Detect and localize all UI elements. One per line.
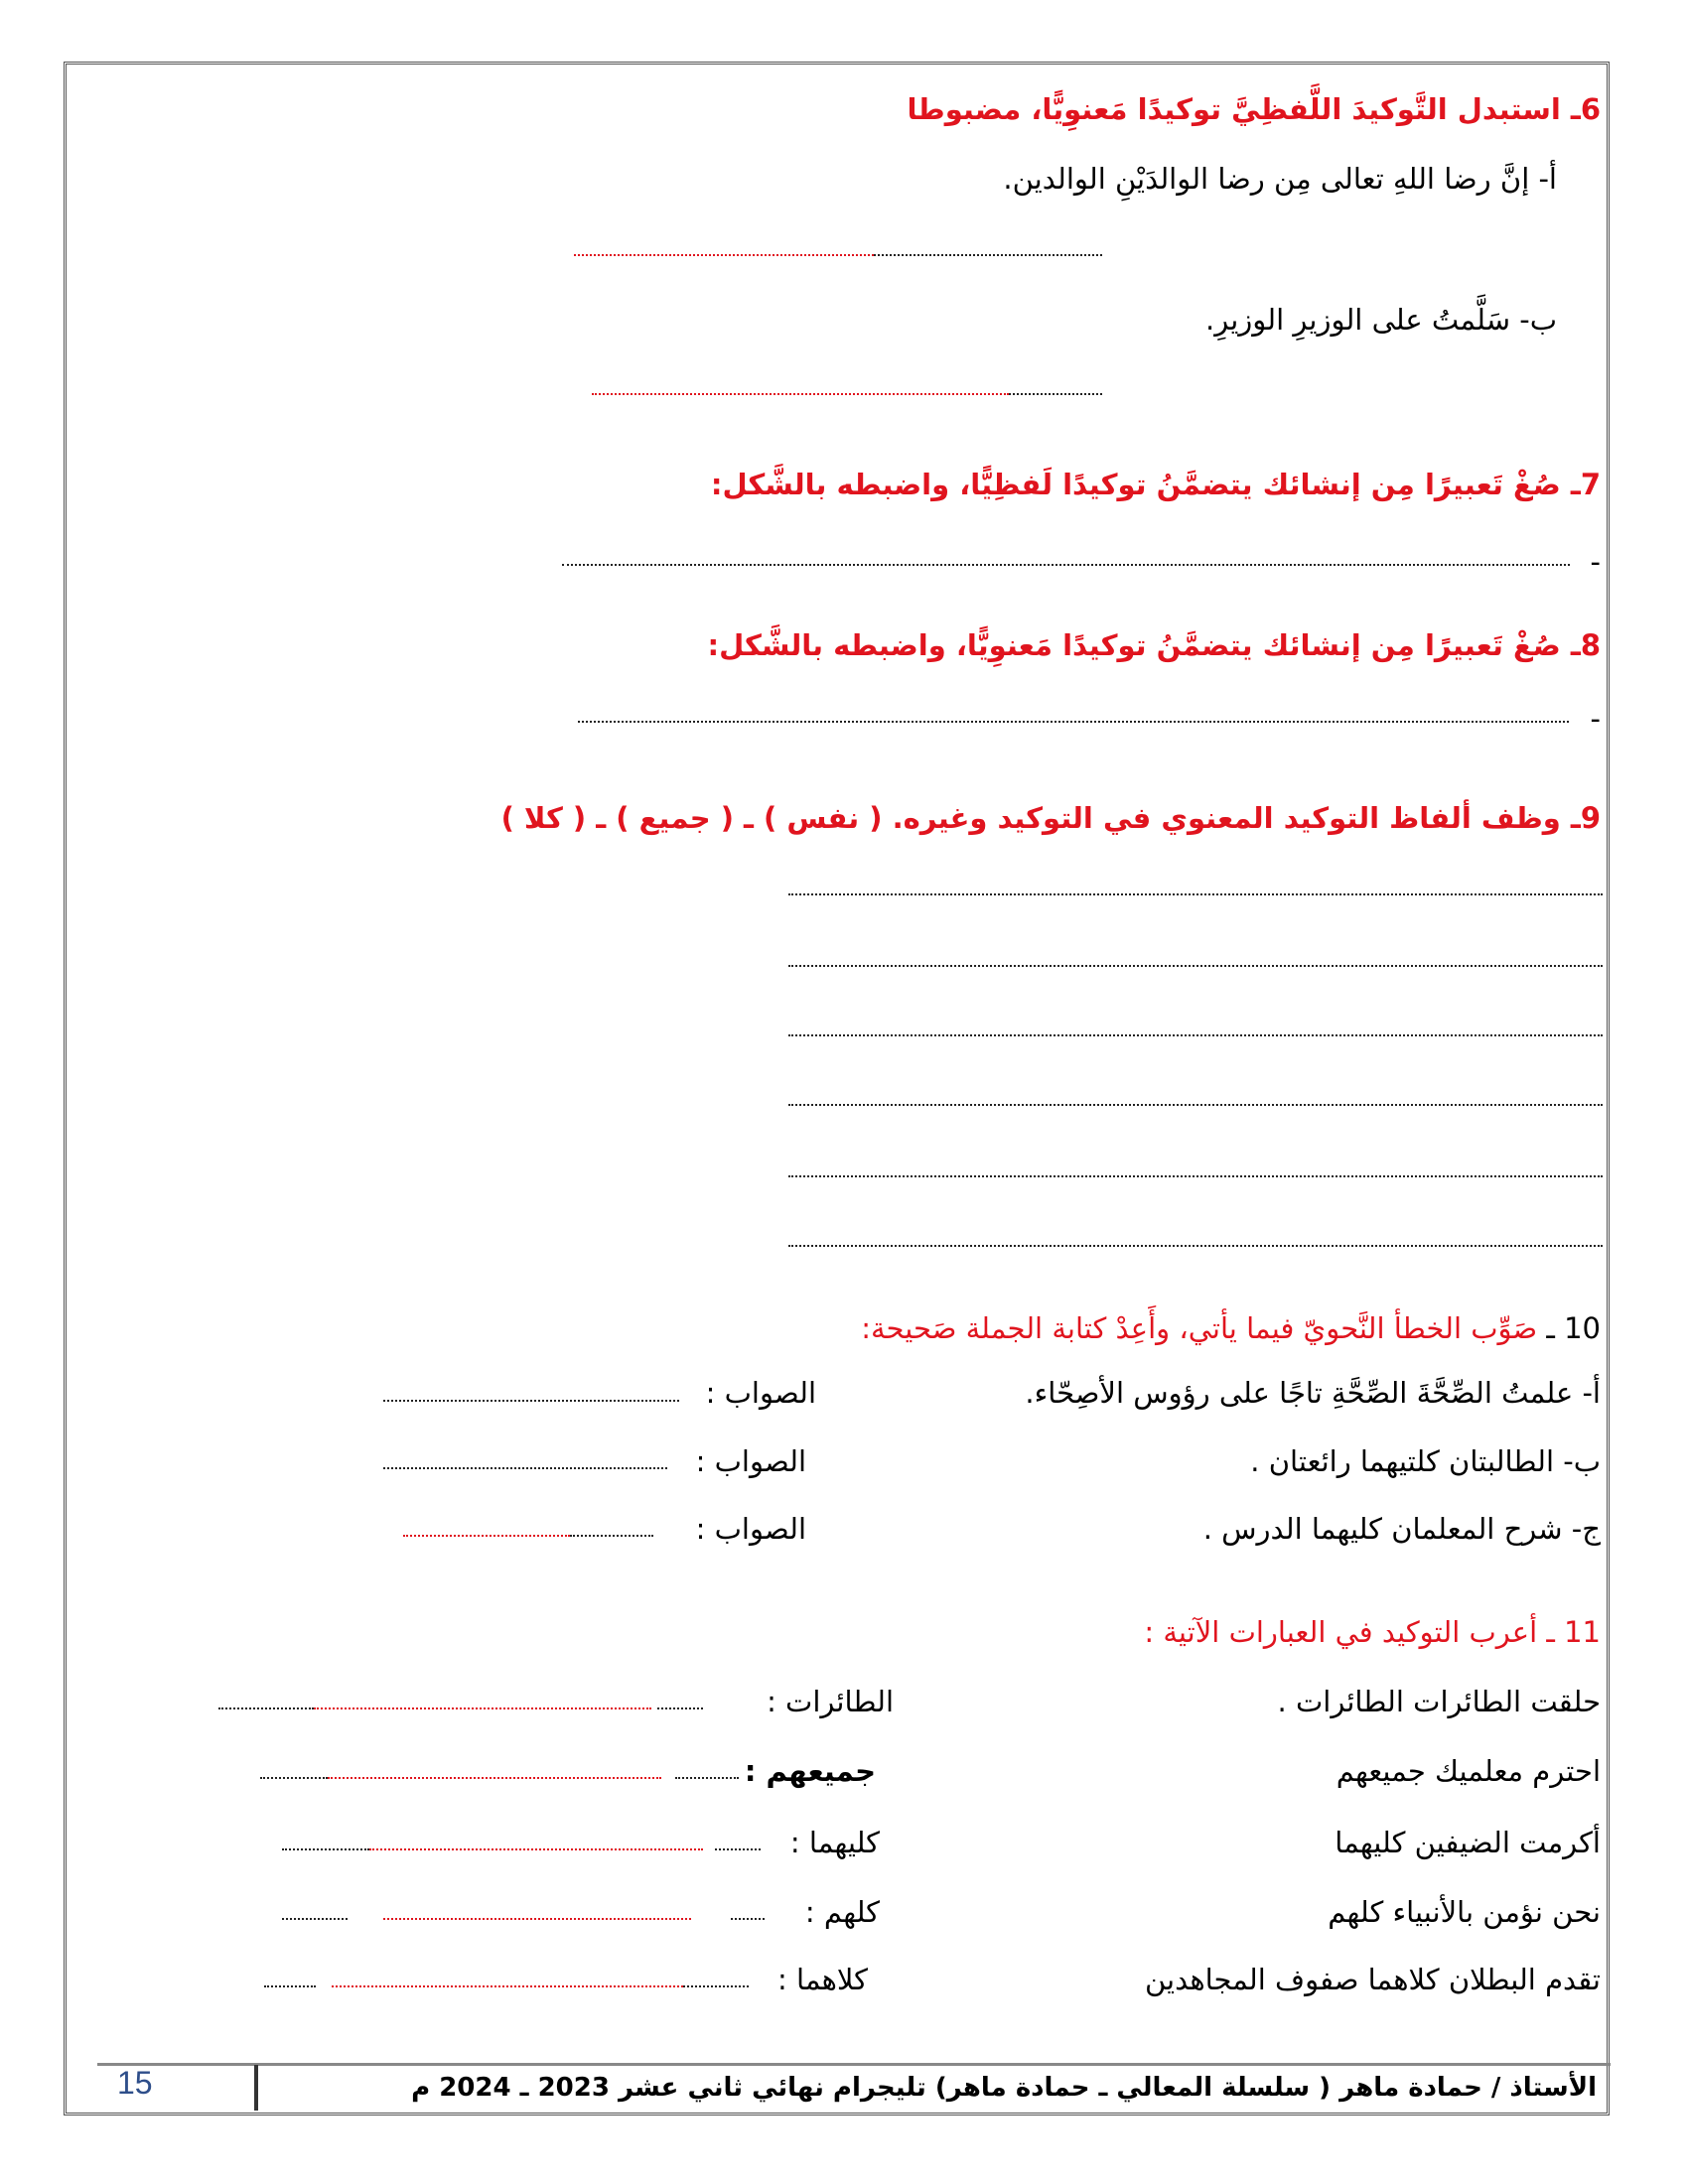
q11-sentence: تقدم البطلان كلاهما صفوف المجاهدين — [1144, 1963, 1601, 1996]
q8-title: 8ـ صُغْ تَعبيرًا مِن إنشائك يتضمَّنُ توكيدًا مَعنوِيًّا، واضبطه بالشَّكل: — [707, 628, 1601, 662]
q11-answer-line-black[interactable] — [282, 1848, 369, 1850]
q11-parse-label: كلاهما : — [777, 1963, 868, 1996]
q10-answer-line-red[interactable] — [403, 1535, 570, 1537]
q11-answer-line-black[interactable] — [731, 1918, 765, 1920]
q9-title: 9ـ وظف ألفاظ التوكيد المعنوي في التوكيد وغيره. ( نفس ) ـ ( جميع ) ـ ( كلا ) — [500, 801, 1601, 835]
q9-answer-line[interactable] — [788, 893, 1603, 895]
q6-a-answer-line-black[interactable] — [874, 254, 1102, 256]
q6-item-b: ب- سَلَّمتُ على الوزيرِ الوزيرِ. — [1205, 303, 1557, 337]
q9-answer-line[interactable] — [788, 1034, 1603, 1036]
q10-title: صَوِّب الخطأ النَّحويّ فيما يأتي، وأَعِدْ كتابة الجملة صَحيحة: — [861, 1311, 1538, 1345]
q10-header — [861, 1310, 1601, 1346]
page-frame — [64, 62, 1610, 2116]
q10-number: 10 ـ — [1546, 1311, 1601, 1345]
q11-answer-line-black[interactable] — [675, 1777, 739, 1779]
q11-answer-line-red[interactable] — [383, 1918, 691, 1920]
page-number: 15 — [117, 2065, 153, 2101]
q11-answer-line-black[interactable] — [282, 1918, 348, 1920]
q11-title: 11 ـ أعرب التوكيد في العبارات الآتية : — [1144, 1615, 1601, 1649]
q6-item-a: أ- إنَّ رضا اللهِ تعالى مِن رضا الوالدَيْنِ الوالدين. — [1003, 162, 1557, 196]
q7-title: 7ـ صُغْ تَعبيرًا مِن إنشائك يتضمَّنُ توكيدًا لَفظِيًّا، واضبطه بالشَّكل: — [710, 468, 1601, 501]
q8-dash: - — [1590, 702, 1601, 736]
q10-sentence: ب- الطالبتان كلتيهما رائعتان . — [1250, 1444, 1601, 1478]
q9-answer-line[interactable] — [788, 1175, 1603, 1177]
q7-dash: - — [1590, 545, 1601, 579]
q11-parse-label: جميعهم : — [744, 1754, 876, 1788]
q11-answer-line-black[interactable] — [657, 1707, 703, 1709]
q11-sentence: نحن نؤمن بالأنبياء كلهم — [1328, 1895, 1601, 1929]
q11-answer-line-red[interactable] — [369, 1848, 703, 1850]
q11-sentence: أكرمت الضيفين كليهما — [1335, 1826, 1601, 1859]
q11-answer-line-black[interactable] — [715, 1848, 761, 1850]
q11-answer-line-red[interactable] — [332, 1985, 683, 1987]
q10-correct-label: الصواب : — [695, 1444, 806, 1478]
q11-parse-label: كليهما : — [789, 1826, 880, 1859]
q6-b-answer-line-red[interactable] — [592, 393, 1009, 395]
q7-answer-line[interactable] — [562, 564, 1570, 566]
q6-a-answer-line-red[interactable] — [574, 254, 874, 256]
q10-sentence: أ- علمتُ الصِّحَّةَ الصِّحَّةِ تاجًا على رؤوس الأصِحّاء. — [1025, 1376, 1601, 1410]
q10-answer-line[interactable] — [383, 1467, 667, 1469]
q6-b-answer-line-black[interactable] — [1009, 393, 1102, 395]
q11-sentence: حلقت الطائرات الطائرات . — [1277, 1685, 1601, 1718]
q6-title: 6ـ استبدل التَّوكيدَ اللَّفظِيَّ توكيدًا مَعنوِيًّا، مضبوطا — [907, 92, 1601, 126]
q11-answer-line-black[interactable] — [218, 1707, 314, 1709]
q11-sentence: احترم معلميك جميعهم — [1336, 1754, 1601, 1788]
q10-answer-line-black[interactable] — [570, 1535, 653, 1537]
q11-answer-line-red[interactable] — [328, 1777, 661, 1779]
q9-answer-line[interactable] — [788, 1245, 1603, 1247]
q10-answer-line[interactable] — [383, 1400, 679, 1402]
q9-answer-line[interactable] — [788, 1104, 1603, 1106]
q11-parse-label: كلهم : — [804, 1895, 880, 1929]
q11-answer-line-red[interactable] — [314, 1707, 651, 1709]
q10-correct-label: الصواب : — [695, 1512, 806, 1546]
q11-answer-line-black[interactable] — [264, 1985, 316, 1987]
q10-sentence: ج- شرح المعلمان كليهما الدرس . — [1202, 1512, 1601, 1546]
footer-separator — [254, 2065, 258, 2111]
footer-credit: الأستاذ / حمادة ماهر ( سلسلة المعالي ـ حمادة ماهر) تليجرام نهائي ثاني عشر 2023 ـ 2024 م — [411, 2073, 1597, 2103]
q10-correct-label: الصواب : — [705, 1376, 816, 1410]
footer-divider — [97, 2063, 1611, 2066]
q8-answer-line[interactable] — [578, 721, 1569, 723]
q11-answer-line-black[interactable] — [683, 1985, 749, 1987]
q11-parse-label: الطائرات : — [767, 1685, 894, 1718]
q9-answer-line[interactable] — [788, 965, 1603, 967]
q11-answer-line-black[interactable] — [260, 1777, 328, 1779]
